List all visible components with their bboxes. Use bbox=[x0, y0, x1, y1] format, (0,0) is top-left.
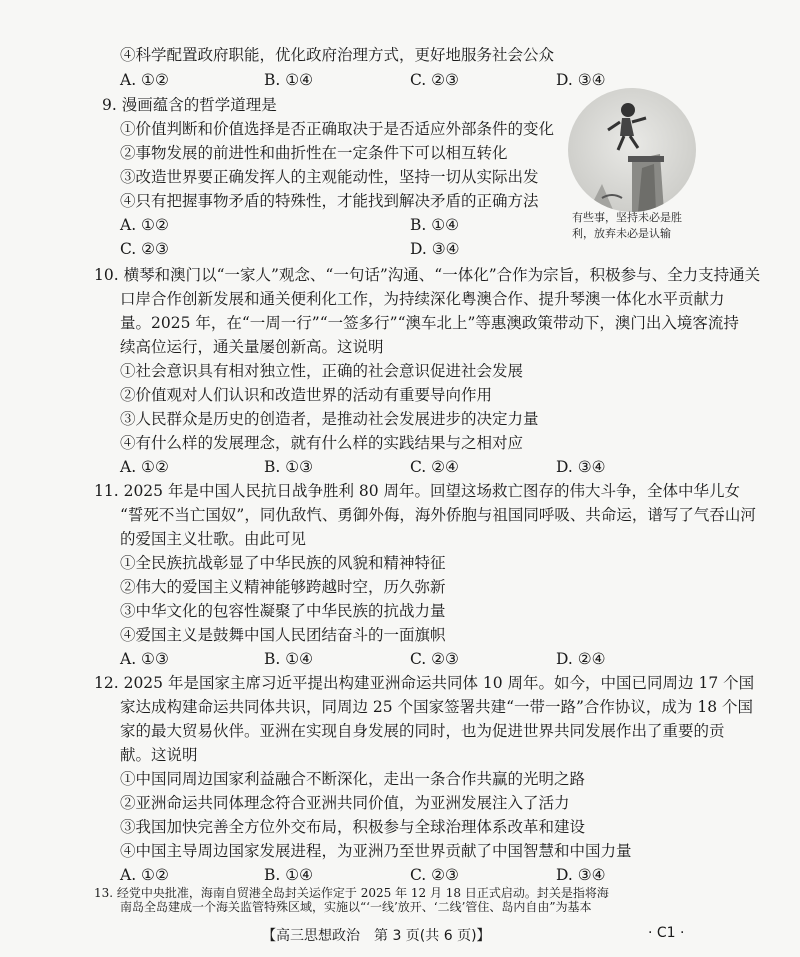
question-12-option-d: D. ③④ bbox=[556, 866, 606, 884]
question-11-option-c: C. ②③ bbox=[410, 650, 459, 668]
prev-item-4: ④科学配置政府职能，优化政府治理方式，更好地服务社会公众 bbox=[120, 46, 555, 64]
prev-option-c: C. ②③ bbox=[410, 71, 459, 89]
question-9-item-4: ④只有把握事物矛盾的特殊性，才能找到解决矛盾的正确方法 bbox=[120, 192, 539, 210]
question-9-option-b: B. ①④ bbox=[410, 216, 460, 234]
prev-option-b: B. ①④ bbox=[264, 71, 314, 89]
question-11-item-3: ③中华文化的包容性凝聚了中华民族的抗战力量 bbox=[120, 602, 446, 620]
prev-option-d: D. ③④ bbox=[556, 71, 606, 89]
question-10-option-a: A. ①② bbox=[120, 458, 169, 476]
question-12-item-3: ③我国加快完善全方位外交布局，积极参与全球治理体系改革和建设 bbox=[120, 818, 586, 836]
question-11-item-4: ④爱国主义是鼓舞中国人民团结奋斗的一面旗帜 bbox=[120, 626, 446, 644]
question-11-stem-1: 11. 2025 年是中国人民抗日战争胜利 80 周年。回望这场救亡图存的伟大斗争，全体中华儿女 bbox=[94, 482, 741, 500]
question-13-stem-2: 南岛全岛建成一个海关监管特殊区域，实施以“‘一线’放开、‘二线’管住、岛内自由”为基本 bbox=[120, 900, 592, 914]
cartoon-caption: 有些事，坚持未必是胜利，放弃未必是认输 bbox=[572, 211, 682, 240]
question-12-option-a: A. ①② bbox=[120, 866, 169, 884]
question-9-item-1: ①价值判断和价值选择是否正确取决于是否适应外部条件的变化 bbox=[120, 120, 555, 138]
question-9-item-3: ③改造世界要正确发挥人的主观能动性，坚持一切从实际出发 bbox=[120, 168, 539, 186]
question-10-stem-4: 续高位运行，通关量屡创新高。这说明 bbox=[120, 338, 384, 356]
question-13-stem-1: 13. 经党中央批准，海南自贸港全岛封关运作定于 2025 年 12 月 18 日正式启动。封关是指将海 bbox=[94, 886, 609, 900]
cartoon-illustration bbox=[568, 88, 696, 212]
question-12-option-c: C. ②③ bbox=[410, 866, 459, 884]
question-12-item-2: ②亚洲命运共同体理念符合亚洲共同价值，为亚洲发展注入了活力 bbox=[120, 794, 570, 812]
question-10-stem-3: 量。2025 年，在“一周一行”“一签多行”“澳车北上”等惠澳政策带动下，澳门出入境客流持 bbox=[120, 314, 739, 332]
cartoon-drawing bbox=[568, 88, 696, 212]
question-10-stem-2: 口岸合作创新发展和通关便利化工作，为持续深化粤澳合作、提升琴澳一体化水平贡献力 bbox=[120, 290, 725, 308]
question-11-stem-2: “誓死不当亡国奴”，同仇敌忾、勇御外侮，海外侨胞与祖国同呼吸、共命运，谱写了气吞山河 bbox=[120, 506, 756, 524]
question-12-stem-1: 12. 2025 年是国家主席习近平提出构建亚洲命运共同体 10 周年。如今，中国已同周边 17 个国 bbox=[94, 674, 755, 692]
question-9-option-a: A. ①② bbox=[120, 216, 169, 234]
prev-option-a: A. ①② bbox=[120, 71, 169, 89]
question-10-option-d: D. ③④ bbox=[556, 458, 606, 476]
question-12-option-b: B. ①④ bbox=[264, 866, 314, 884]
question-11-option-d: D. ②④ bbox=[556, 650, 606, 668]
question-12-stem-2: 家达成构建命运共同体共识，同周边 25 个国家签署共建“一带一路”合作协议，成为 18 个国 bbox=[120, 698, 754, 716]
question-10-item-1: ①社会意识具有相对独立性，正确的社会意识促进社会发展 bbox=[120, 362, 524, 380]
question-10-option-b: B. ①③ bbox=[264, 458, 314, 476]
question-12-item-1: ①中国同周边国家利益融合不断深化，走出一条合作共赢的光明之路 bbox=[120, 770, 586, 788]
question-9-option-c: C. ②③ bbox=[120, 240, 169, 258]
question-10-stem-1: 10. 横琴和澳门以“一家人”观念、“一句话”沟通、“一体化”合作为宗旨，积极参与、全力支持通关 bbox=[94, 266, 761, 284]
question-10-item-3: ③人民群众是历史的创造者，是推动社会发展进步的决定力量 bbox=[120, 410, 539, 428]
page-code: · C1 · bbox=[648, 925, 685, 941]
question-10-item-2: ②价值观对人们认识和改造世界的活动有重要导向作用 bbox=[120, 386, 493, 404]
question-10-item-4: ④有什么样的发展理念，就有什么样的实践结果与之相对应 bbox=[120, 434, 524, 452]
question-10-option-c: C. ②④ bbox=[410, 458, 459, 476]
question-12-stem-4: 献。这说明 bbox=[120, 746, 198, 764]
question-9-option-d: D. ③④ bbox=[410, 240, 460, 258]
question-11-option-b: B. ①④ bbox=[264, 650, 314, 668]
page-footer: 【高三思想政治 第 3 页(共 6 页)】 bbox=[262, 928, 491, 944]
question-11-stem-3: 的爱国主义壮歌。由此可见 bbox=[120, 530, 307, 548]
question-11-item-2: ②伟大的爱国主义精神能够跨越时空，历久弥新 bbox=[120, 578, 446, 596]
question-9-item-2: ②事物发展的前进性和曲折性在一定条件下可以相互转化 bbox=[120, 144, 508, 162]
question-9-stem: 9. 漫画蕴含的哲学道理是 bbox=[102, 96, 277, 114]
question-11-item-1: ①全民族抗战彰显了中华民族的风貌和精神特征 bbox=[120, 554, 446, 572]
question-12-stem-3: 家的最大贸易伙伴。亚洲在实现自身发展的同时，也为促进世界共同发展作出了重要的贡 bbox=[120, 722, 725, 740]
question-11-option-a: A. ①③ bbox=[120, 650, 169, 668]
question-12-item-4: ④中国主导周边国家发展进程，为亚洲乃至世界贡献了中国智慧和中国力量 bbox=[120, 842, 632, 860]
